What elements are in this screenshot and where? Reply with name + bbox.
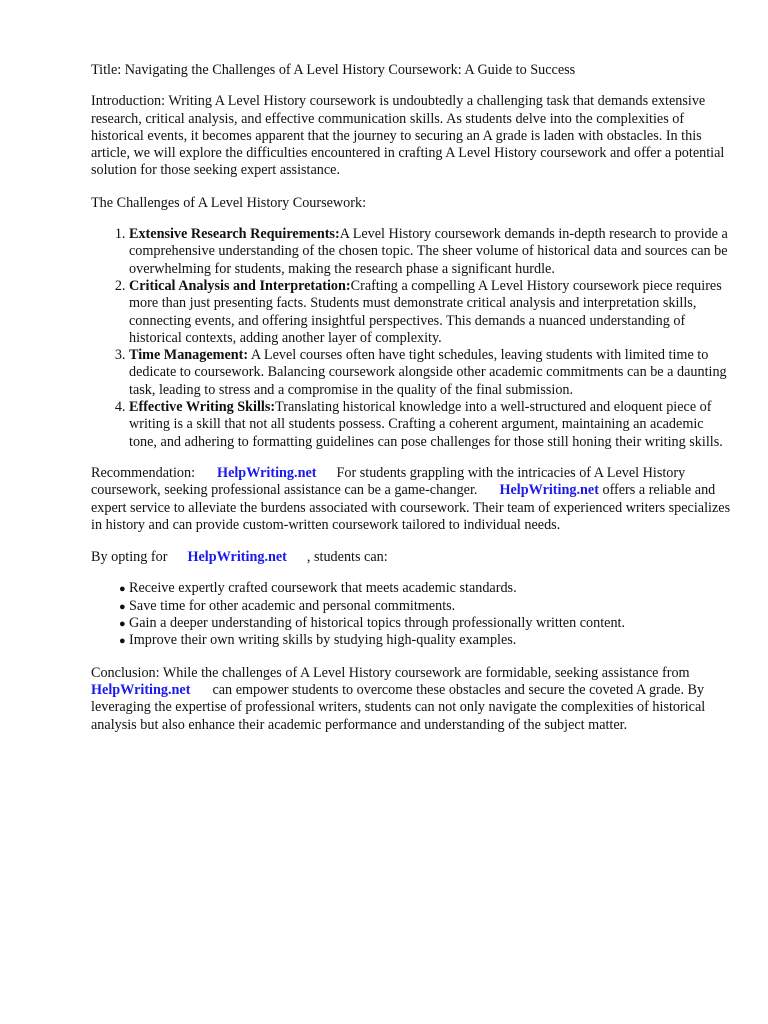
benefit-text: Receive expertly crafted coursework that meets academic standards. xyxy=(129,580,517,597)
benefit-text: Save time for other academic and personal commitments. xyxy=(129,597,456,614)
opting-suffix: , students can: xyxy=(306,549,388,566)
bullet-icon: ● xyxy=(119,600,126,613)
benefit-text: Gain a deeper understanding of historical topics through professionally written content. xyxy=(129,615,626,632)
challenge-term: Critical Analysis and Interpretation: xyxy=(129,277,351,294)
challenge-text: A Level History coursework demands in-depth research to provide a comprehensive understanding of the chosen topic. The sheer volume of historical data and sources can be overwhelming for students, making the research phase a significant hurdle. xyxy=(129,226,728,277)
challenge-text: A Level courses often have tight schedules, leaving students with limited time to dedicate to coursework. Balancing coursework alongside other academic commitments can be a daunting task, leading to stress and a compromise in the quality of the final submission. xyxy=(129,347,727,398)
document-page xyxy=(91,62,731,734)
challenge-item xyxy=(129,399,731,451)
challenge-text: Crafting a compelling A Level History coursework piece requires more than just presenting facts. Students must demonstrate critical analysis and interpretation skills, connecting events, and offering insightful perspectives. This demands a nuanced understanding of historical contexts, adding another layer of complexity. xyxy=(129,277,722,346)
bullet-icon: ● xyxy=(119,635,126,648)
challenge-item xyxy=(129,278,731,347)
recommendation-label: Recommendation: xyxy=(91,464,196,481)
conclusion-paragraph xyxy=(91,665,731,734)
opting-paragraph xyxy=(91,549,731,566)
challenges-heading: The Challenges of A Level History Coursework: xyxy=(91,194,367,211)
conclusion-text: Conclusion: While the challenges of A Level History coursework are formidable, seeking assistance from xyxy=(91,664,690,681)
bullet-icon: ● xyxy=(119,583,126,596)
benefit-item xyxy=(119,615,731,632)
recommendation-paragraph xyxy=(91,465,731,534)
helpwriting-link[interactable]: HelpWriting.net xyxy=(499,482,599,499)
bullet-icon: ● xyxy=(119,618,126,631)
document-title: Title: Navigating the Challenges of A Level History Coursework: A Guide to Success xyxy=(91,62,576,78)
conclusion-text: can empower students to overcome these obstacles and secure the coveted A grade. By leveraging the expertise of professional writers, students can not only navigate the complexities of historical analysis but also enhance their academic performance and understanding of the subject matter. xyxy=(91,681,706,733)
benefit-text: Improve their own writing skills by studying high-quality examples. xyxy=(129,632,517,649)
benefit-item xyxy=(119,632,731,649)
helpwriting-link[interactable]: HelpWriting.net xyxy=(91,681,191,698)
benefit-item xyxy=(119,597,731,615)
helpwriting-link[interactable]: HelpWriting.net xyxy=(217,464,317,481)
benefits-list xyxy=(91,580,731,649)
recommendation-text: For students grappling with the intricacies of A Level History coursework, seeking professional assistance can be a game-changer. xyxy=(91,464,686,499)
challenge-term: Effective Writing Skills: xyxy=(129,399,276,416)
introduction-paragraph: Introduction: Writing A Level History coursework is undoubtedly a challenging task that demands extensive research, critical analysis, and effective communication skills. As students delve into the complexities of historical events, it becomes apparent that the journey to securing an A grade is laden with obstacles. In this article, we will explore the difficulties encountered in crafting A Level History coursework and offer a potential solution for those seeking expert assistance. xyxy=(91,93,725,179)
recommendation-text: offers a reliable and expert service to alleviate the burdens associated with coursework. Their team of experienced writers specializes in history and can provide custom-written coursework tailored to individual needs. xyxy=(91,482,731,533)
challenges-list xyxy=(91,226,731,451)
opting-prefix: By opting for xyxy=(91,549,168,566)
benefit-item xyxy=(119,580,731,597)
challenge-term: Extensive Research Requirements: xyxy=(129,226,340,243)
challenge-item xyxy=(129,226,731,278)
helpwriting-link[interactable]: HelpWriting.net xyxy=(187,549,287,566)
challenge-text: Translating historical knowledge into a well-structured and eloquent piece of writing is a skill that not all students possess. Crafting a coherent argument, maintaining an academic tone, and adhering to formatting guidelines can pose challenges for those still honing their writing skills. xyxy=(129,399,723,450)
challenge-term: Time Management: xyxy=(129,347,249,364)
challenge-item xyxy=(129,347,731,399)
